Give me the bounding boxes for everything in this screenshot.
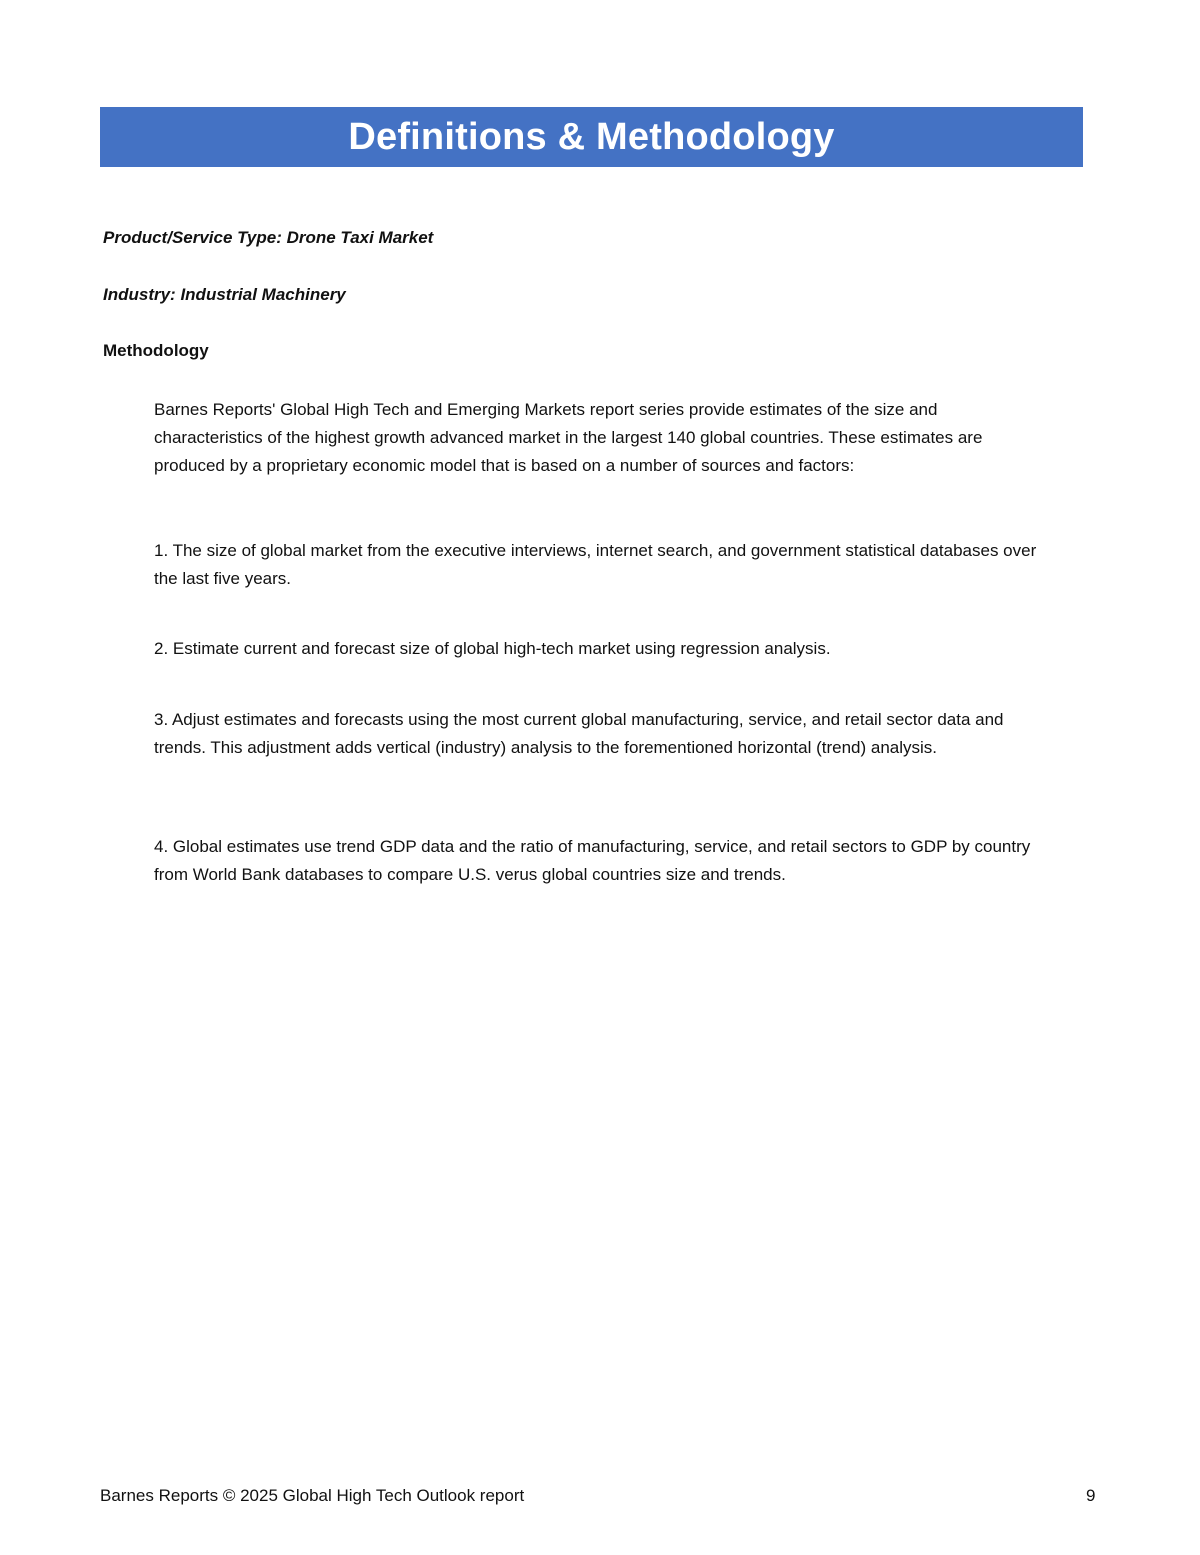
footer-copyright: Barnes Reports © 2025 Global High Tech Outlook report	[100, 1486, 525, 1505]
methodology-step-2: 2. Estimate current and forecast size of global high-tech market using regression analysis.	[154, 639, 831, 658]
title-banner	[100, 107, 1083, 167]
product-service-type: Product/Service Type: Drone Taxi Market	[103, 228, 434, 247]
page-title: Definitions & Methodology	[348, 115, 835, 158]
methodology-step-1: 1. The size of global market from the executive interviews, internet search, and government statistical databases over the last five years.	[154, 541, 1037, 588]
methodology-step-3: 3. Adjust estimates and forecasts using the most current global manufacturing, service, and retail sector data and trends. This adjustment adds vertical (industry) analysis to the forementioned horizontal (trend) analysis.	[154, 710, 1004, 757]
page-number: 9	[1086, 1486, 1096, 1505]
methodology-intro: Barnes Reports' Global High Tech and Emerging Markets report series provide estimates of the size and characteristics of the highest growth advanced market in the largest 140 global countries. These estimates are produced by a proprietary economic model that is based on a number of sources and factors:	[154, 400, 983, 475]
methodology-step-4: 4. Global estimates use trend GDP data and the ratio of manufacturing, service, and retail sectors to GDP by country from World Bank databases to compare U.S. verus global countries size and trends.	[154, 837, 1031, 884]
industry-line: Industry: Industrial Machinery	[103, 285, 346, 304]
methodology-heading: Methodology	[103, 341, 209, 360]
